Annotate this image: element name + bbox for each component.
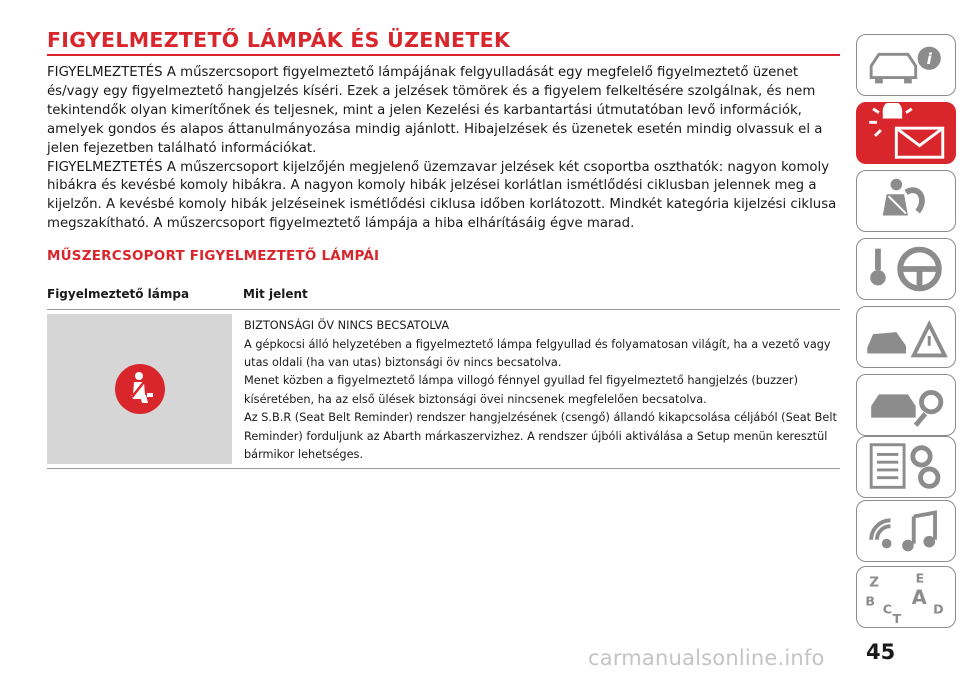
car-info-icon[interactable] bbox=[856, 34, 956, 96]
lamp-description-line: Menet közben a figyelmeztető lámpa villogó fénnyel gyullad fel figyelmeztető hangjelzés (buzzer) kíséretében, ha az első ülések biztonsági övei nincsenek megfelelően becsatolva. bbox=[244, 374, 798, 406]
column-header-lamp: Figyelmeztető lámpa bbox=[47, 287, 190, 302]
svg-text:C: C bbox=[882, 601, 893, 617]
warning-lights-icon[interactable] bbox=[856, 102, 956, 164]
svg-text:E: E bbox=[915, 570, 925, 586]
page-number: 45 bbox=[866, 640, 896, 664]
column-header-meaning: Mit jelent bbox=[243, 287, 308, 302]
svg-text:D: D bbox=[933, 601, 944, 617]
lamp-description-line: A gépkocsi álló helyzetében a figyelmeztető lámpa felgyullad és folyamatosan világít, ha a vezető vagy utas oldali (ha van utas) biztonsági öv nincs becsatolva. bbox=[244, 337, 831, 369]
technical-data-icon[interactable] bbox=[856, 436, 956, 498]
lamp-cell bbox=[47, 314, 232, 464]
intro-text bbox=[47, 64, 840, 234]
svg-text:T: T bbox=[892, 611, 902, 627]
table-row bbox=[47, 310, 840, 469]
lamp-description bbox=[232, 310, 840, 468]
seatbelt-warning-icon bbox=[115, 364, 165, 414]
intro-paragraph: FIGYELMEZTETÉS A műszercsoport figyelmeztető lámpájának felgyulladását egy megfelelő figyelmeztető üzenet és/vagy egy figyelmeztető hangjelzés kíséri. Ezek a jelzések tömörek és a figyelem felkeltésére szolgálnak, és nem tekintendők olyan kimerítőnek és teljesnek, mint a jelen Kezelési és karbantartási útmutatóban levő információk, amelyek gondos és alapos áttanulmányozása mindig ajánlott. Hibajelzések és üzenetek esetén mindig olvassuk el a jelen fejezetben található információkat. bbox=[47, 65, 823, 156]
lamp-description-title: BIZTONSÁGI ÖV NINCS BECSATOLVA bbox=[244, 319, 450, 333]
lamp-description-line: Az S.B.R (Seat Belt Reminder) rendszer hangjelzésének (csengő) állandó kikapcsolása céljából (Seat Belt Reminder) forduljunk az Abarth márkaszervizhez. A rendszer újbóli aktiválása a Setup menün keresztül bármikor lehetséges. bbox=[244, 411, 837, 461]
page-content bbox=[47, 28, 840, 469]
multimedia-icon[interactable] bbox=[856, 500, 956, 562]
watermark: carmanualsonline.info bbox=[588, 646, 825, 670]
car-maintenance-icon[interactable] bbox=[856, 374, 956, 436]
svg-text:i: i bbox=[926, 50, 932, 69]
page-title: FIGYELMEZTETŐ LÁMPÁK ÉS ÜZENETEK bbox=[47, 28, 840, 56]
safety-icon[interactable] bbox=[856, 170, 956, 232]
table-header bbox=[47, 287, 840, 310]
svg-text:B: B bbox=[865, 593, 875, 609]
chapter-nav bbox=[849, 0, 960, 678]
section-heading: MŰSZERCSOPORT FIGYELMEZTETŐ LÁMPÁI bbox=[47, 248, 380, 265]
starting-driving-icon[interactable] bbox=[856, 238, 956, 300]
svg-text:A: A bbox=[911, 585, 927, 609]
intro-paragraph: FIGYELMEZTETÉS A műszercsoport kijelzőjén megjelenő üzemzavar jelzések két csoportba oszthatók: nagyon komoly hibákra és kevésbé komoly hibákra. A nagyon komoly hibák jelzései korlátlan ismétlődési ciklusban jelennek meg a kijelzőn. A kevésbé komoly hibák jelzéseinek ismétlődési ciklusa időben korlátozott. Mindkét kategória kijelzési ciklusa megszakítható. A műszercsoport figyelmeztető lámpája a hiba elhárításáig égve marad. bbox=[47, 159, 837, 232]
svg-text:Z: Z bbox=[869, 574, 880, 591]
index-icon[interactable] bbox=[856, 566, 956, 628]
emergency-icon[interactable] bbox=[856, 306, 956, 368]
